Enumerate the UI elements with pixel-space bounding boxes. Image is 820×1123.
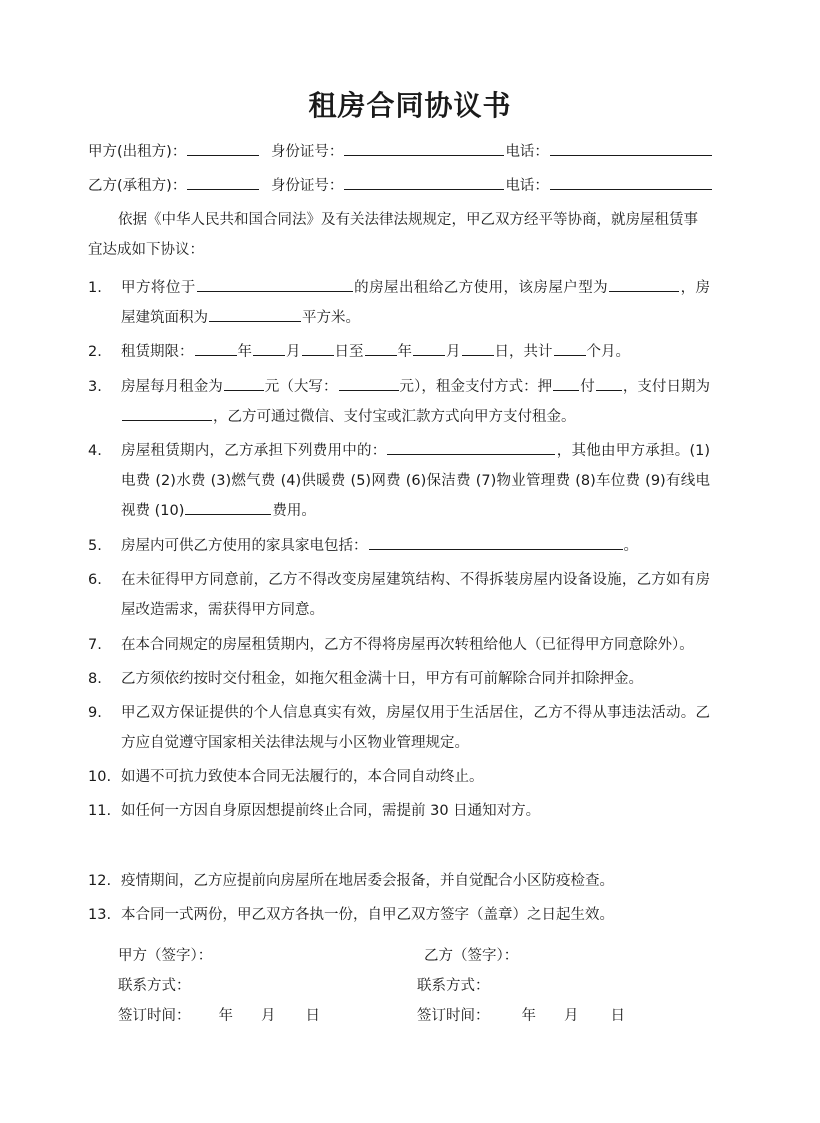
clause-9 bbox=[88, 698, 710, 758]
unit-month: 月 bbox=[446, 344, 461, 360]
unit-year: 年 bbox=[218, 1008, 233, 1024]
clause-text: 甲乙双方保证提供的个人信息真实有效，房屋仅用于生活居住，乙方不得从事违法活动。乙方应自觉遵守国家相关法律法规与小区物业管理规定。 bbox=[121, 705, 710, 751]
clause-number: 13. bbox=[88, 907, 112, 923]
party-b-phone-label: 电话： bbox=[505, 178, 549, 194]
clause-number: 2. bbox=[88, 344, 102, 360]
house-area-blank[interactable] bbox=[209, 307, 301, 322]
party-a-signature[interactable]: 甲方（签字）： bbox=[118, 948, 213, 964]
total-months-blank[interactable] bbox=[554, 341, 586, 356]
clause-text: 平方米。 bbox=[302, 310, 360, 326]
start-year-blank[interactable] bbox=[195, 341, 237, 356]
date-label: 签订时间： bbox=[118, 1008, 191, 1024]
unit-year: 年 bbox=[237, 344, 252, 360]
clause-11 bbox=[88, 796, 710, 826]
clause-number: 9. bbox=[88, 705, 102, 721]
other-expense-blank[interactable] bbox=[185, 500, 271, 515]
unit-month: 月 bbox=[564, 1008, 579, 1024]
party-a-line bbox=[88, 141, 713, 162]
deposit-months-blank[interactable] bbox=[553, 376, 579, 391]
clause-text: ，乙方可通过微信、支付宝或汇款方式向甲方支付租金。 bbox=[213, 409, 576, 425]
clause-7 bbox=[88, 630, 710, 660]
clause-number: 7. bbox=[88, 637, 102, 653]
clause-text: ，支付日期为 bbox=[622, 379, 711, 395]
clause-2 bbox=[88, 337, 710, 367]
start-day-blank[interactable] bbox=[302, 341, 334, 356]
clause-text: 在未征得甲方同意前，乙方不得改变房屋建筑结构、不得拆装房屋内设备设施，乙方如有房屋改造需求，需获得甲方同意。 bbox=[121, 572, 710, 618]
clause-text: 。 bbox=[623, 538, 638, 554]
clause-3 bbox=[88, 372, 710, 432]
clause-text: 房屋内可供乙方使用的家具家电包括： bbox=[121, 538, 368, 554]
clause-text: 租赁期限： bbox=[121, 344, 194, 360]
clause-text: 甲方将位于 bbox=[121, 280, 196, 296]
party-b-id-blank[interactable] bbox=[344, 175, 504, 190]
clause-4 bbox=[88, 436, 710, 526]
rent-uppercase-blank[interactable] bbox=[339, 376, 399, 391]
furniture-list-blank[interactable] bbox=[369, 535, 623, 550]
unit-year: 年 bbox=[521, 1008, 536, 1024]
end-day-blank[interactable] bbox=[462, 341, 494, 356]
clause-number: 4. bbox=[88, 443, 102, 459]
document-title: 租房合同协议书 bbox=[308, 89, 512, 122]
party-a-id-label: 身份证号： bbox=[270, 144, 344, 160]
start-month-blank[interactable] bbox=[253, 341, 285, 356]
clause-number: 12. bbox=[88, 873, 112, 889]
clause-text: 元（大写： bbox=[264, 379, 338, 395]
unit-month: 月 bbox=[286, 344, 301, 360]
clause-text: 元），租金支付方式：押 bbox=[399, 379, 553, 395]
clause-text: 房屋每月租金为 bbox=[121, 379, 223, 395]
party-b-contact[interactable]: 联系方式： bbox=[417, 978, 490, 994]
clause-text: 如遇不可抗力致使本合同无法履行的，本合同自动终止。 bbox=[121, 769, 484, 785]
clause-12 bbox=[88, 866, 710, 896]
party-a-name-blank[interactable] bbox=[187, 141, 259, 156]
clause-text: 日，共计 bbox=[494, 344, 553, 360]
clause-number: 11. bbox=[88, 803, 112, 819]
party-b-line bbox=[88, 175, 713, 196]
date-label: 签订时间： bbox=[417, 1008, 490, 1024]
clause-10 bbox=[88, 762, 710, 792]
clause-number: 1. bbox=[88, 280, 102, 296]
clause-number: 5. bbox=[88, 538, 102, 554]
clause-13 bbox=[88, 900, 710, 930]
clause-text: 个月。 bbox=[586, 344, 630, 360]
clause-number: 10. bbox=[88, 769, 112, 785]
clause-text: 疫情期间，乙方应提前向房屋所在地居委会报备，并自觉配合小区防疫检查。 bbox=[121, 873, 614, 889]
party-a-id-blank[interactable] bbox=[344, 141, 504, 156]
party-a-phone-blank[interactable] bbox=[550, 141, 712, 156]
unit-day: 日 bbox=[610, 1008, 625, 1024]
pay-date-blank[interactable] bbox=[122, 406, 212, 421]
expense-items-blank[interactable] bbox=[387, 440, 555, 455]
unit-month: 月 bbox=[261, 1008, 276, 1024]
clause-text: 付 bbox=[580, 379, 595, 395]
house-type-blank[interactable] bbox=[609, 277, 679, 292]
party-a-label: 甲方(出租方)： bbox=[88, 144, 187, 160]
party-a-contact[interactable]: 联系方式： bbox=[118, 978, 191, 994]
clause-5 bbox=[88, 531, 710, 561]
clause-text: ，房屋建筑面积为 bbox=[121, 280, 711, 326]
party-b-signature[interactable]: 乙方（签字）： bbox=[424, 948, 519, 964]
clause-text: 费用。 bbox=[272, 503, 316, 519]
clause-1 bbox=[88, 273, 710, 333]
party-a-phone-label: 电话： bbox=[505, 144, 549, 160]
end-month-blank[interactable] bbox=[413, 341, 445, 356]
party-b-name-blank[interactable] bbox=[187, 175, 259, 190]
party-b-label: 乙方(承租方)： bbox=[88, 178, 187, 194]
clause-text: 如任何一方因自身原因想提前终止合同，需提前 30 日通知对方。 bbox=[121, 803, 541, 819]
clause-text: 房屋租赁期内，乙方承担下列费用中的： bbox=[121, 443, 387, 459]
party-b-phone-blank[interactable] bbox=[550, 175, 712, 190]
clause-number: 6. bbox=[88, 572, 102, 588]
clause-text: 的房屋出租给乙方使用，该房屋户型为 bbox=[353, 280, 609, 296]
clause-text: 日至 bbox=[334, 344, 364, 360]
party-a-date[interactable] bbox=[118, 1006, 320, 1026]
end-year-blank[interactable] bbox=[365, 341, 397, 356]
clause-text: 本合同一式两份，甲乙双方各执一份，自甲乙双方签字（盖章）之日起生效。 bbox=[121, 907, 614, 923]
clause-8 bbox=[88, 664, 710, 694]
intro-paragraph: 依据《中华人民共和国合同法》及有关法律法规规定，甲乙双方经平等协商，就房屋租赁事宜达成如下协议： bbox=[88, 212, 698, 258]
party-b-date[interactable] bbox=[417, 1006, 625, 1026]
monthly-rent-blank[interactable] bbox=[224, 376, 264, 391]
clause-number: 3. bbox=[88, 379, 102, 395]
party-b-id-label: 身份证号： bbox=[270, 178, 344, 194]
clause-text: 在本合同规定的房屋租赁期内，乙方不得将房屋再次转租给他人（已征得甲方同意除外）。 bbox=[121, 637, 694, 653]
clause-number: 8. bbox=[88, 671, 102, 687]
unit-day: 日 bbox=[305, 1008, 320, 1024]
clause-text: ，其他由甲方承担。(1)电费 (2)水费 (3)燃气费 (4)供暖费 (5)网费 (6)保洁费 (7)物业管理费 (8)车位费 (9)有线电视费 (10) bbox=[121, 443, 710, 519]
unit-year: 年 bbox=[397, 344, 412, 360]
house-address-blank[interactable] bbox=[197, 277, 353, 292]
clause-text: 乙方须依约按时交付租金，如拖欠租金满十日，甲方有可前解除合同并扣除押金。 bbox=[121, 671, 643, 687]
clause-6 bbox=[88, 565, 710, 625]
pay-months-blank[interactable] bbox=[596, 376, 622, 391]
